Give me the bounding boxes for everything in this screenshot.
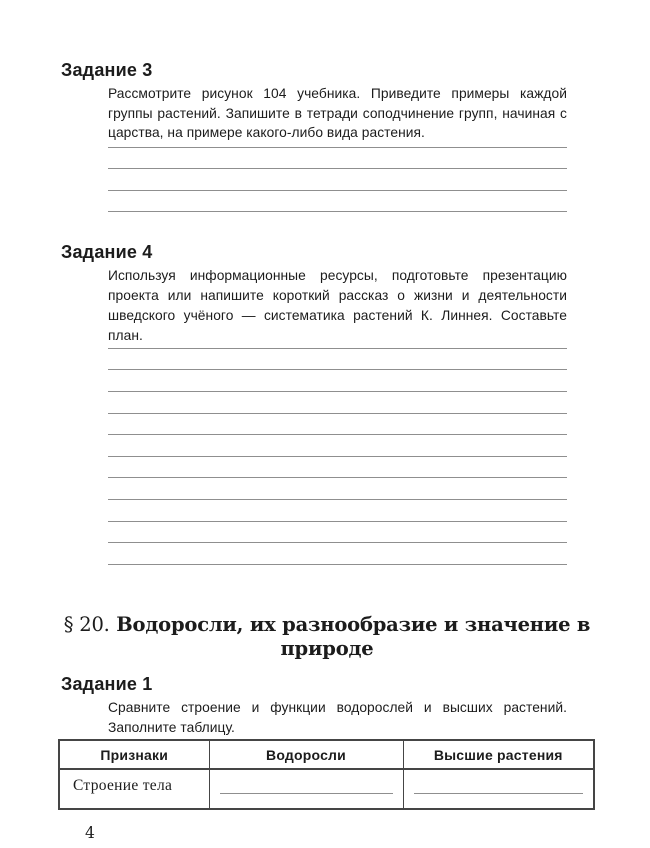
answer-line [108, 500, 567, 522]
section-20-heading [59, 613, 595, 661]
answer-line [108, 478, 567, 500]
task4-heading: Задание 4 [61, 242, 153, 263]
task3-heading: Задание 3 [61, 60, 153, 80]
section-title: Водоросли, их разнообразие и значение в природе [116, 612, 591, 660]
answer-line [220, 793, 393, 794]
task4-instructions: Используя информационные ресурсы, подготовьте презентацию проекта или напишите короткий рассказ о жизни и деятельности шведского учёного — систематика растений К. Линнея. Составьте план. [108, 268, 567, 343]
answer-cell-algae [209, 769, 403, 809]
answer-line [108, 148, 567, 170]
answer-line [108, 370, 567, 392]
row-label-body-structure: Строение тела [59, 769, 209, 809]
task4-answer-lines [108, 327, 567, 565]
column-header-features: Признаки [59, 740, 209, 769]
answer-line [108, 327, 567, 349]
column-header-algae: Водоросли [209, 740, 403, 769]
answer-line [108, 169, 567, 191]
task1-heading: Задание 1 [61, 673, 153, 694]
answer-line [108, 349, 567, 371]
answer-cell-higher-plants [403, 769, 594, 809]
table-row [59, 769, 594, 809]
answer-line [108, 414, 567, 436]
page-number: 4 [85, 824, 95, 843]
comparison-table [58, 739, 595, 810]
answer-line [108, 543, 567, 565]
answer-line [108, 435, 567, 457]
task3-instructions: Рассмотрите рисунок 104 учебника. Приведите примеры каждой группы растений. Запишите в тетради соподчинение групп, начиная с царства, на примере какого-либо вида растения. [108, 86, 567, 141]
task1-instructions: Сравните строение и функции водорослей и высших растений. Заполните таблицу. [108, 699, 567, 735]
answer-line [108, 457, 567, 479]
column-header-higher-plants: Высшие растения [403, 740, 594, 769]
answer-line [108, 522, 567, 544]
answer-line [108, 191, 567, 213]
table-header-row [59, 740, 594, 769]
section-number: § 20. [63, 612, 110, 636]
answer-line [414, 793, 584, 794]
answer-line [108, 392, 567, 414]
